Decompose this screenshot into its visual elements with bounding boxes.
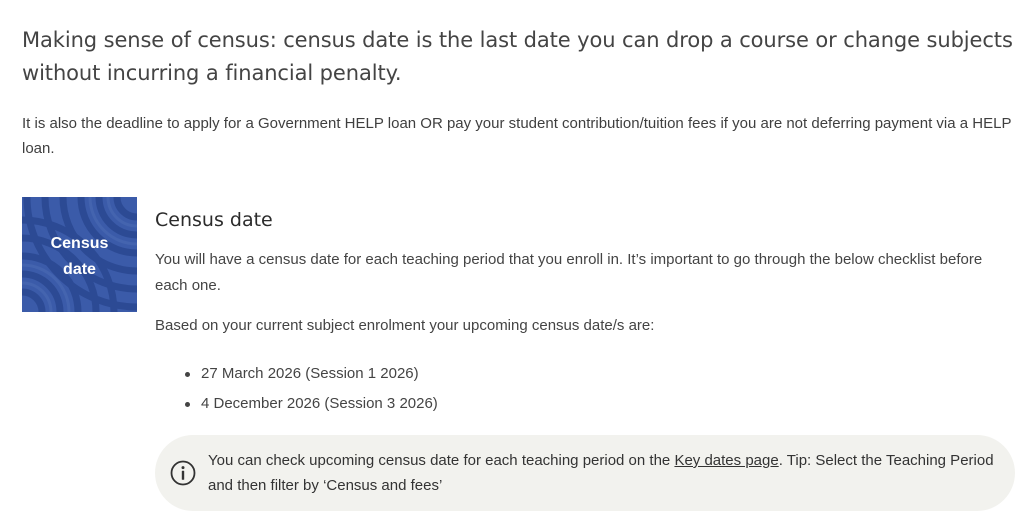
key-dates-link[interactable]: Key dates page <box>674 452 779 469</box>
page-headline: Making sense of census: census date is the last date you can drop a course or change subjects without incurring a financial penalty. <box>22 28 1013 85</box>
list-item <box>183 359 1015 389</box>
upcoming-dates-intro: Based on your current subject enrolment your upcoming census date/s are: <box>155 317 655 334</box>
info-circle-icon <box>169 459 197 487</box>
info-text <box>208 448 998 498</box>
bullet-icon <box>185 372 190 377</box>
census-date-item: 4 December 2026 (Session 3 2026) <box>201 395 438 412</box>
census-explanation: You will have a census date for each teaching period that you enroll in. It’s important to go through the below checklist before each one. <box>155 251 983 294</box>
tile-label-line2: date <box>63 261 96 278</box>
info-callout <box>155 435 1015 511</box>
bullet-icon <box>185 402 190 407</box>
census-date-list <box>155 359 1015 419</box>
tile-label-line1: Census <box>50 235 109 252</box>
tile-label <box>22 231 137 283</box>
census-date-tile <box>22 197 137 312</box>
info-text-after-link: . Tip: Select the Teaching Period and then filter by ‘Census and fees’ <box>208 452 994 494</box>
census-date-item: 27 March 2026 (Session 1 2026) <box>201 365 419 382</box>
info-text-before-link: You can check upcoming census date for each teaching period on the <box>208 452 675 469</box>
section-title: Census date <box>155 209 273 231</box>
census-section <box>155 206 1015 419</box>
intro-paragraph: It is also the deadline to apply for a Government HELP loan OR pay your student contribution/tuition fees if you are not deferring payment via a HELP loan. <box>22 115 1012 157</box>
list-item <box>183 389 1015 419</box>
